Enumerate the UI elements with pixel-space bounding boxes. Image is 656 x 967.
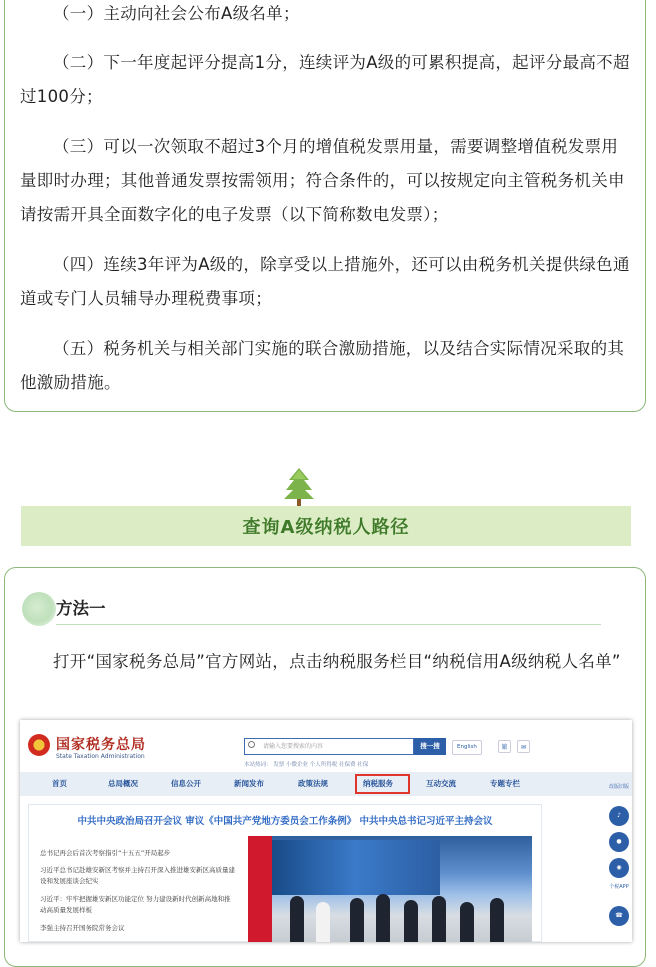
site-subtitle: State Taxation Administration — [56, 753, 145, 760]
nav-policy[interactable]: 政策法规 — [298, 779, 328, 788]
tax-app-link[interactable]: 个税APP — [609, 884, 629, 890]
person-figure — [404, 900, 418, 942]
person-figure — [316, 902, 330, 942]
traditional-chinese-button[interactable]: 繁 — [498, 740, 511, 753]
customer-service-icon[interactable]: ☎ — [609, 906, 629, 926]
tree-icon — [284, 468, 314, 506]
nav-overview[interactable]: 总局概况 — [108, 779, 138, 788]
news-item[interactable]: 总书记再会后首次考察指引“十五五”开局起步 — [40, 849, 171, 857]
search-button[interactable]: 搜一搜 — [414, 738, 446, 755]
wechat-icon[interactable]: ● — [609, 832, 629, 852]
news-item[interactable]: 习近平总书记赴雄安新区考察并主持召开深入推进雄安新区高质量建设和发展座谈会纪实 — [40, 866, 235, 885]
weibo-icon[interactable]: ◉ — [609, 858, 629, 878]
method-text: 打开“国家税务总局”官方网站，点击纳税服务栏目“纳税信用A级纳税人名单” — [53, 652, 621, 671]
news-item[interactable]: 习近平：牢牢把握雄安新区功能定位 努力建设新时代创新高地和推动高质量发展样板 — [40, 895, 231, 914]
english-button[interactable]: English — [452, 740, 482, 755]
headline[interactable]: 中共中央政治局召开会议 审议《中国共产党地方委员会工作条例》 中共中央总书记习近平主持会议 — [77, 816, 493, 827]
site-title: 国家税务总局 — [56, 737, 146, 753]
leaf-bullet-icon — [22, 592, 56, 626]
incentive-item-5: （五）税务机关与相关部门实施的联合激励措施，以及结合实际情况采取的其他激励措施。 — [20, 339, 625, 392]
national-emblem-icon — [28, 734, 50, 756]
mail-icon[interactable]: ✉ — [517, 740, 530, 753]
person-figure — [490, 898, 504, 942]
nav-tax-service[interactable]: 纳税服务 — [363, 779, 393, 788]
person-figure — [350, 898, 364, 942]
nav-news[interactable]: 新闻发布 — [234, 779, 264, 788]
banner-title: 查询A级纳税人路径 — [242, 517, 410, 538]
search-input[interactable]: 请输入您要搜索的内容 — [244, 738, 414, 755]
incentive-item-1: （一）主动向社会公布A级名单； — [53, 4, 300, 23]
search-icon — [248, 741, 255, 748]
nav-info-disclosure[interactable]: 信息公开 — [171, 779, 201, 788]
nav-topics[interactable]: 专题专栏 — [490, 779, 520, 788]
nav-interaction[interactable]: 互动交流 — [426, 779, 456, 788]
divider — [56, 624, 601, 625]
person-figure — [460, 902, 474, 942]
person-figure — [432, 896, 446, 942]
photo-frame — [248, 836, 272, 942]
hot-search-terms: 本站热词： 发票 小微企业 个人所得税 社保费 社保 — [244, 762, 369, 768]
person-figure — [376, 894, 390, 942]
website-screenshot — [20, 720, 632, 942]
news-item[interactable]: 李强主持召开国务院常务会议 — [40, 924, 125, 932]
incentive-item-2: （二）下一年度起评分提高1分，连续评为A级的可累积提高，起评分最高不超过100分； — [20, 53, 630, 106]
nav-home[interactable]: 首页 — [52, 779, 67, 788]
section-banner — [21, 506, 631, 546]
incentive-item-4: （四）连续3年评为A级的，除享受以上措施外，还可以由税务机关提供绿色通道或专门人员辅导办理税费事项； — [20, 255, 630, 308]
person-figure — [290, 896, 304, 942]
douyin-icon[interactable]: ♪ — [609, 806, 629, 826]
side-toolbar — [607, 782, 631, 942]
tax-service-highlight — [355, 774, 410, 794]
incentive-item-3: （三）可以一次领取不超过3个月的增值税发票用量，需要调整增值税发票用量即时办理；其他普通发票按需领用；符合条件的，可以按规定向主管税务机关申请按需开具全面数字化的电子发票（以下简称数电发票）； — [20, 137, 625, 224]
old-version-link[interactable]: 改版旧版 — [608, 784, 629, 790]
photo-screen — [270, 840, 440, 895]
method-title: 方法一 — [56, 599, 106, 618]
